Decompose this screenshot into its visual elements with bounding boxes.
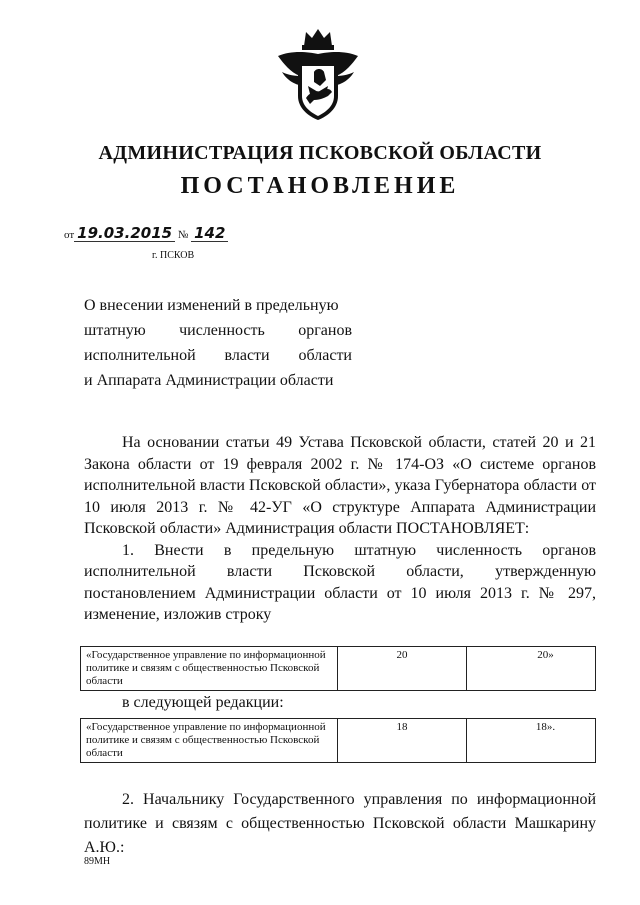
table-cell-value: 20 bbox=[338, 647, 467, 691]
city: г. ПСКОВ bbox=[152, 250, 195, 261]
old-row-table bbox=[80, 646, 596, 691]
organization-name: АДМИНИСТРАЦИЯ ПСКОВСКОЙ ОБЛАСТИ bbox=[98, 142, 542, 164]
table-cell-value: 18 bbox=[338, 719, 467, 763]
item-2-paragraph: 2. Начальнику Государственного управления по информационной политике и связям с общественностью Псковской области Машкарину А.Ю.: bbox=[84, 791, 596, 856]
document-type: ПОСТАНОВЛЕНИЕ bbox=[180, 173, 460, 199]
footer-code: 89МН bbox=[84, 856, 111, 867]
redaction-text: в следующей редакции: bbox=[122, 694, 284, 711]
table-cell-name: «Государственное управление по информационной политике и связям с общественностью Псковской области bbox=[81, 647, 338, 691]
body-item-2 bbox=[84, 788, 596, 860]
document-title bbox=[84, 293, 352, 393]
table-row bbox=[81, 719, 596, 763]
redaction-line bbox=[84, 692, 596, 714]
pskov-coat-of-arms-icon bbox=[270, 26, 366, 124]
title-line: исполнительной власти области bbox=[84, 347, 352, 364]
table-cell-value: 18». bbox=[467, 719, 596, 763]
title-line: и Аппарата Администрации области bbox=[84, 372, 334, 389]
date-number-line bbox=[64, 226, 228, 242]
body-main bbox=[84, 432, 596, 626]
date-prefix: от bbox=[64, 229, 75, 241]
table-row bbox=[81, 647, 596, 691]
table-cell-name: «Государственное управление по информационной политике и связям с общественностью Псковской области bbox=[81, 719, 338, 763]
item-1-paragraph: 1. Внести в предельную штатную численность органов исполнительной власти Псковской области, утвержденную постановлением Администрации области от 10 июля 2013 г. № 297, изменение, изложив строку bbox=[84, 541, 596, 623]
number-value: 142 bbox=[191, 226, 228, 242]
table-cell-value: 20» bbox=[467, 647, 596, 691]
date-value: 19.03.2015 bbox=[74, 226, 175, 242]
preamble-paragraph: На основании статьи 49 Устава Псковской области, статей 20 и 21 Закона области от 19 февраля 2002 г. № 174-ОЗ «О системе органов исполнительной власти Псковской области», указа Губернатора области от 10 июля 2013 г. № 42-УГ «О структуре Аппарата Администрации Псковской области» Администрация области ПОСТАНОВЛЯЕТ: bbox=[84, 434, 596, 537]
title-line: штатную численность органов bbox=[84, 322, 352, 339]
new-row-table bbox=[80, 718, 596, 763]
number-prefix: № bbox=[177, 229, 189, 241]
title-line: О внесении изменений в предельную bbox=[84, 297, 339, 314]
